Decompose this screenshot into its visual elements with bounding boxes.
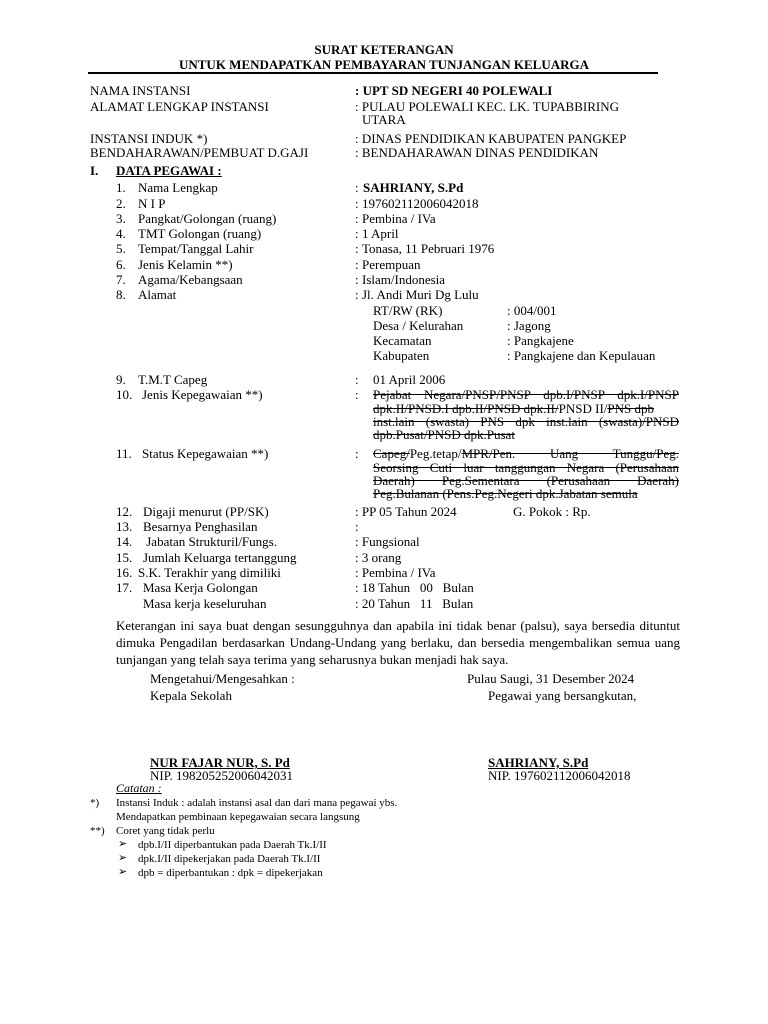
field-label: Alamat	[138, 287, 177, 302]
note-bullet-text: dpk.I/II dipekerjakan pada Daerah Tk.I/II	[138, 853, 321, 865]
status-kepeg-line: Daerah) Peg.Sementara (Perusahaan Daerah)	[373, 473, 679, 488]
arrow-bullet-icon: ➢	[118, 838, 128, 850]
note-marker: **)	[90, 825, 105, 837]
nama-instansi-value: : UPT SD NEGERI 40 POLEWALI	[355, 83, 553, 98]
selected-option: Peg.tetap/	[409, 446, 462, 461]
field-value: : Pembina / IVa	[355, 565, 436, 580]
note-bullet-text: dpb.I/II diperbantukan pada Daerah Tk.I/II	[138, 839, 327, 851]
signature-left-line1: Mengetahui/Mengesahkan :	[150, 671, 295, 686]
headmaster-nip: NIP. 198205252006042031	[150, 768, 294, 783]
field-label: N I P	[138, 196, 166, 211]
field-no: 16.	[116, 565, 133, 580]
arrow-bullet-icon: ➢	[118, 866, 128, 878]
status-kepeg-line-1	[373, 446, 679, 461]
field-no: 11.	[116, 446, 132, 461]
signature-right-line2: Pegawai yang bersangkutan,	[488, 688, 637, 703]
section-number: I.	[90, 163, 99, 178]
field-no: 5.	[116, 241, 126, 256]
field-value: Perempuan	[362, 257, 421, 272]
field-colon: :	[355, 226, 359, 241]
selected-option: PNSD II/	[558, 401, 608, 416]
struck-option: dpk.II/PNSD.I dpb.II/PNSD dpk.II/	[373, 401, 559, 416]
field-no: 10.	[116, 387, 133, 402]
bendaharawan-label: BENDAHARAWAN/PEMBUAT D.GAJI	[90, 145, 309, 160]
field-value: Jl. Andi Muri Dg Lulu	[362, 287, 479, 302]
field-label: Jumlah Keluarga tertanggung	[143, 550, 297, 565]
note-bullet-text: dpb = diperbantukan : dpk = dipekerjakan	[138, 867, 323, 879]
field-value: : 20 Tahun 11 Bulan	[355, 596, 474, 611]
field-no: 2.	[116, 196, 126, 211]
field-value: Pembina / IVa	[362, 211, 436, 226]
field-label: T.M.T Capeg	[138, 372, 208, 387]
jenis-kepeg-line: dpb.Pusat/PNSD dpk.Pusat	[373, 427, 515, 442]
field-no: 14.	[116, 534, 133, 549]
struck-option: Capeg/	[373, 446, 410, 461]
arrow-bullet-icon: ➢	[118, 852, 128, 864]
note-text: Instansi Induk : adalah instansi asal dan dari mana pegawai ybs.	[116, 797, 398, 809]
address-value: : Jagong	[507, 318, 551, 333]
jenis-kepeg-line: inst.lain (swasta) PNS dpk inst.lain (swasta)/PNSD	[373, 414, 679, 429]
address-value: : 004/001	[507, 303, 557, 318]
field-colon: :	[355, 180, 359, 195]
note-text: Coret yang tidak perlu	[116, 825, 215, 837]
field-label: Nama Lengkap	[138, 180, 218, 195]
field-no: 15.	[116, 550, 133, 565]
field-value: Islam/Indonesia	[362, 272, 446, 287]
field-label: S.K. Terakhir yang dimiliki	[138, 565, 281, 580]
field-no: 12.	[116, 504, 133, 519]
field-no: 7.	[116, 272, 126, 287]
field-label: Agama/Kebangsaan	[138, 272, 243, 287]
field-label: Masa kerja keseluruhan	[143, 596, 267, 611]
document-title: SURAT KETERANGAN	[314, 42, 454, 57]
field-colon: :	[355, 241, 359, 256]
field-label: Jenis Kelamin **)	[138, 257, 233, 272]
field-colon: :	[355, 446, 359, 461]
alamat-instansi-label: ALAMAT LENGKAP INSTANSI	[90, 99, 269, 114]
field-label: Digaji menurut (PP/SK)	[143, 504, 269, 519]
field-label: Jabatan Strukturil/Fungs.	[143, 534, 277, 549]
status-kepeg-line: Peg.Bulanan (Pens.Peg.Negeri dpk.Jabatan semula	[373, 486, 638, 501]
struck-option: PNS dpb	[607, 401, 654, 416]
title-rule	[88, 72, 658, 74]
field-label: TMT Golongan (ruang)	[138, 226, 262, 241]
field-label: Tempat/Tanggal Lahir	[138, 241, 254, 256]
field-colon: :	[355, 272, 359, 287]
gaji-pokok: G. Pokok : Rp.	[513, 504, 591, 519]
statement-paragraph: Keterangan ini saya buat dengan sesungguhnya dan apabila ini tidak benar (palsu), saya bersedia dituntut dimuka Pengadilan berdasarkan Undang-Undang yang berlaku, dan bersedia mengembalikan semua uang tunjangan yang telah saya terima yang seharusnya bukan menjadi hak saya.	[116, 618, 680, 667]
field-value: : PP 05 Tahun 2024	[355, 504, 457, 519]
field-label: Status Kepegawaian **)	[142, 446, 269, 461]
struck-option: MPR/Pen. Uang Tunggu/Peg.	[461, 446, 679, 461]
signature-date: Pulau Saugi, 31 Desember 2024	[467, 671, 635, 686]
note-text: Mendapatkan pembinaan kepegawaian secara langsung	[116, 811, 360, 823]
employee-name: SAHRIANY, S.Pd	[488, 755, 589, 770]
employee-nip: NIP. 197602112006042018	[488, 768, 631, 783]
address-label: Kabupaten	[373, 348, 430, 363]
field-value-nama: SAHRIANY, S.Pd	[363, 180, 464, 195]
section-title: DATA PEGAWAI :	[116, 163, 222, 178]
field-colon: :	[355, 387, 359, 402]
nama-instansi-label: NAMA INSTANSI	[90, 83, 191, 98]
field-value: 01 April 2006	[373, 372, 446, 387]
field-label: Besarnya Penghasilan	[143, 519, 258, 534]
field-value: 1 April	[362, 226, 399, 241]
instansi-induk-label: INSTANSI INDUK *)	[90, 131, 208, 146]
field-colon: :	[355, 287, 359, 302]
note-marker: *)	[90, 797, 100, 809]
notes-title: Catatan :	[116, 781, 162, 795]
field-label: Masa Kerja Golongan	[143, 580, 258, 595]
field-no: 8.	[116, 287, 126, 302]
alamat-instansi-value-cont: UTARA	[362, 112, 406, 127]
field-no: 13.	[116, 519, 133, 534]
address-label: Kecamatan	[373, 333, 432, 348]
document-subtitle: UNTUK MENDAPATKAN PEMBAYARAN TUNJANGAN KELUARGA	[178, 57, 589, 72]
address-value: : Pangkajene dan Kepulauan	[507, 348, 656, 363]
headmaster-name: NUR FAJAR NUR, S. Pd	[150, 755, 290, 770]
bendaharawan-value: : BENDAHARAWAN DINAS PENDIDIKAN	[355, 145, 599, 160]
field-label: Pangkat/Golongan (ruang)	[138, 211, 277, 226]
field-no: 6.	[116, 257, 126, 272]
field-label: Jenis Kepegawaian **)	[142, 387, 263, 402]
field-value: : 3 orang	[355, 550, 402, 565]
field-no: 4.	[116, 226, 126, 241]
status-kepeg-line: Seorsing Cuti luar tanggungan Negara (Perusahaan	[373, 460, 679, 475]
alamat-instansi-value: : PULAU POLEWALI KEC. LK. TUPABBIRING	[355, 99, 619, 114]
field-no: 3.	[116, 211, 126, 226]
field-value: : 18 Tahun 00 Bulan	[355, 580, 474, 595]
field-colon: :	[355, 211, 359, 226]
signature-left-line2: Kepala Sekolah	[150, 688, 232, 703]
field-value-nip: 197602112006042018	[362, 196, 479, 211]
field-value: : Fungsional	[355, 534, 420, 549]
address-value: : Pangkajene	[507, 333, 574, 348]
address-label: Desa / Kelurahan	[373, 318, 464, 333]
field-colon: :	[355, 372, 359, 387]
field-value: :	[355, 519, 359, 534]
jenis-kepeg-line: Pejabat Negara/PNSP/PNSP dpb.I/PNSP dpk.I/PNSP	[373, 387, 679, 402]
address-label: RT/RW (RK)	[373, 303, 443, 318]
field-no: 1.	[116, 180, 126, 195]
field-value: Tonasa, 11 Pebruari 1976	[362, 241, 495, 256]
field-colon: :	[355, 257, 359, 272]
field-no: 9.	[116, 372, 126, 387]
field-no: 17.	[116, 580, 133, 595]
instansi-induk-value: : DINAS PENDIDIKAN KABUPATEN PANGKEP	[355, 131, 627, 146]
field-colon: :	[355, 196, 359, 211]
